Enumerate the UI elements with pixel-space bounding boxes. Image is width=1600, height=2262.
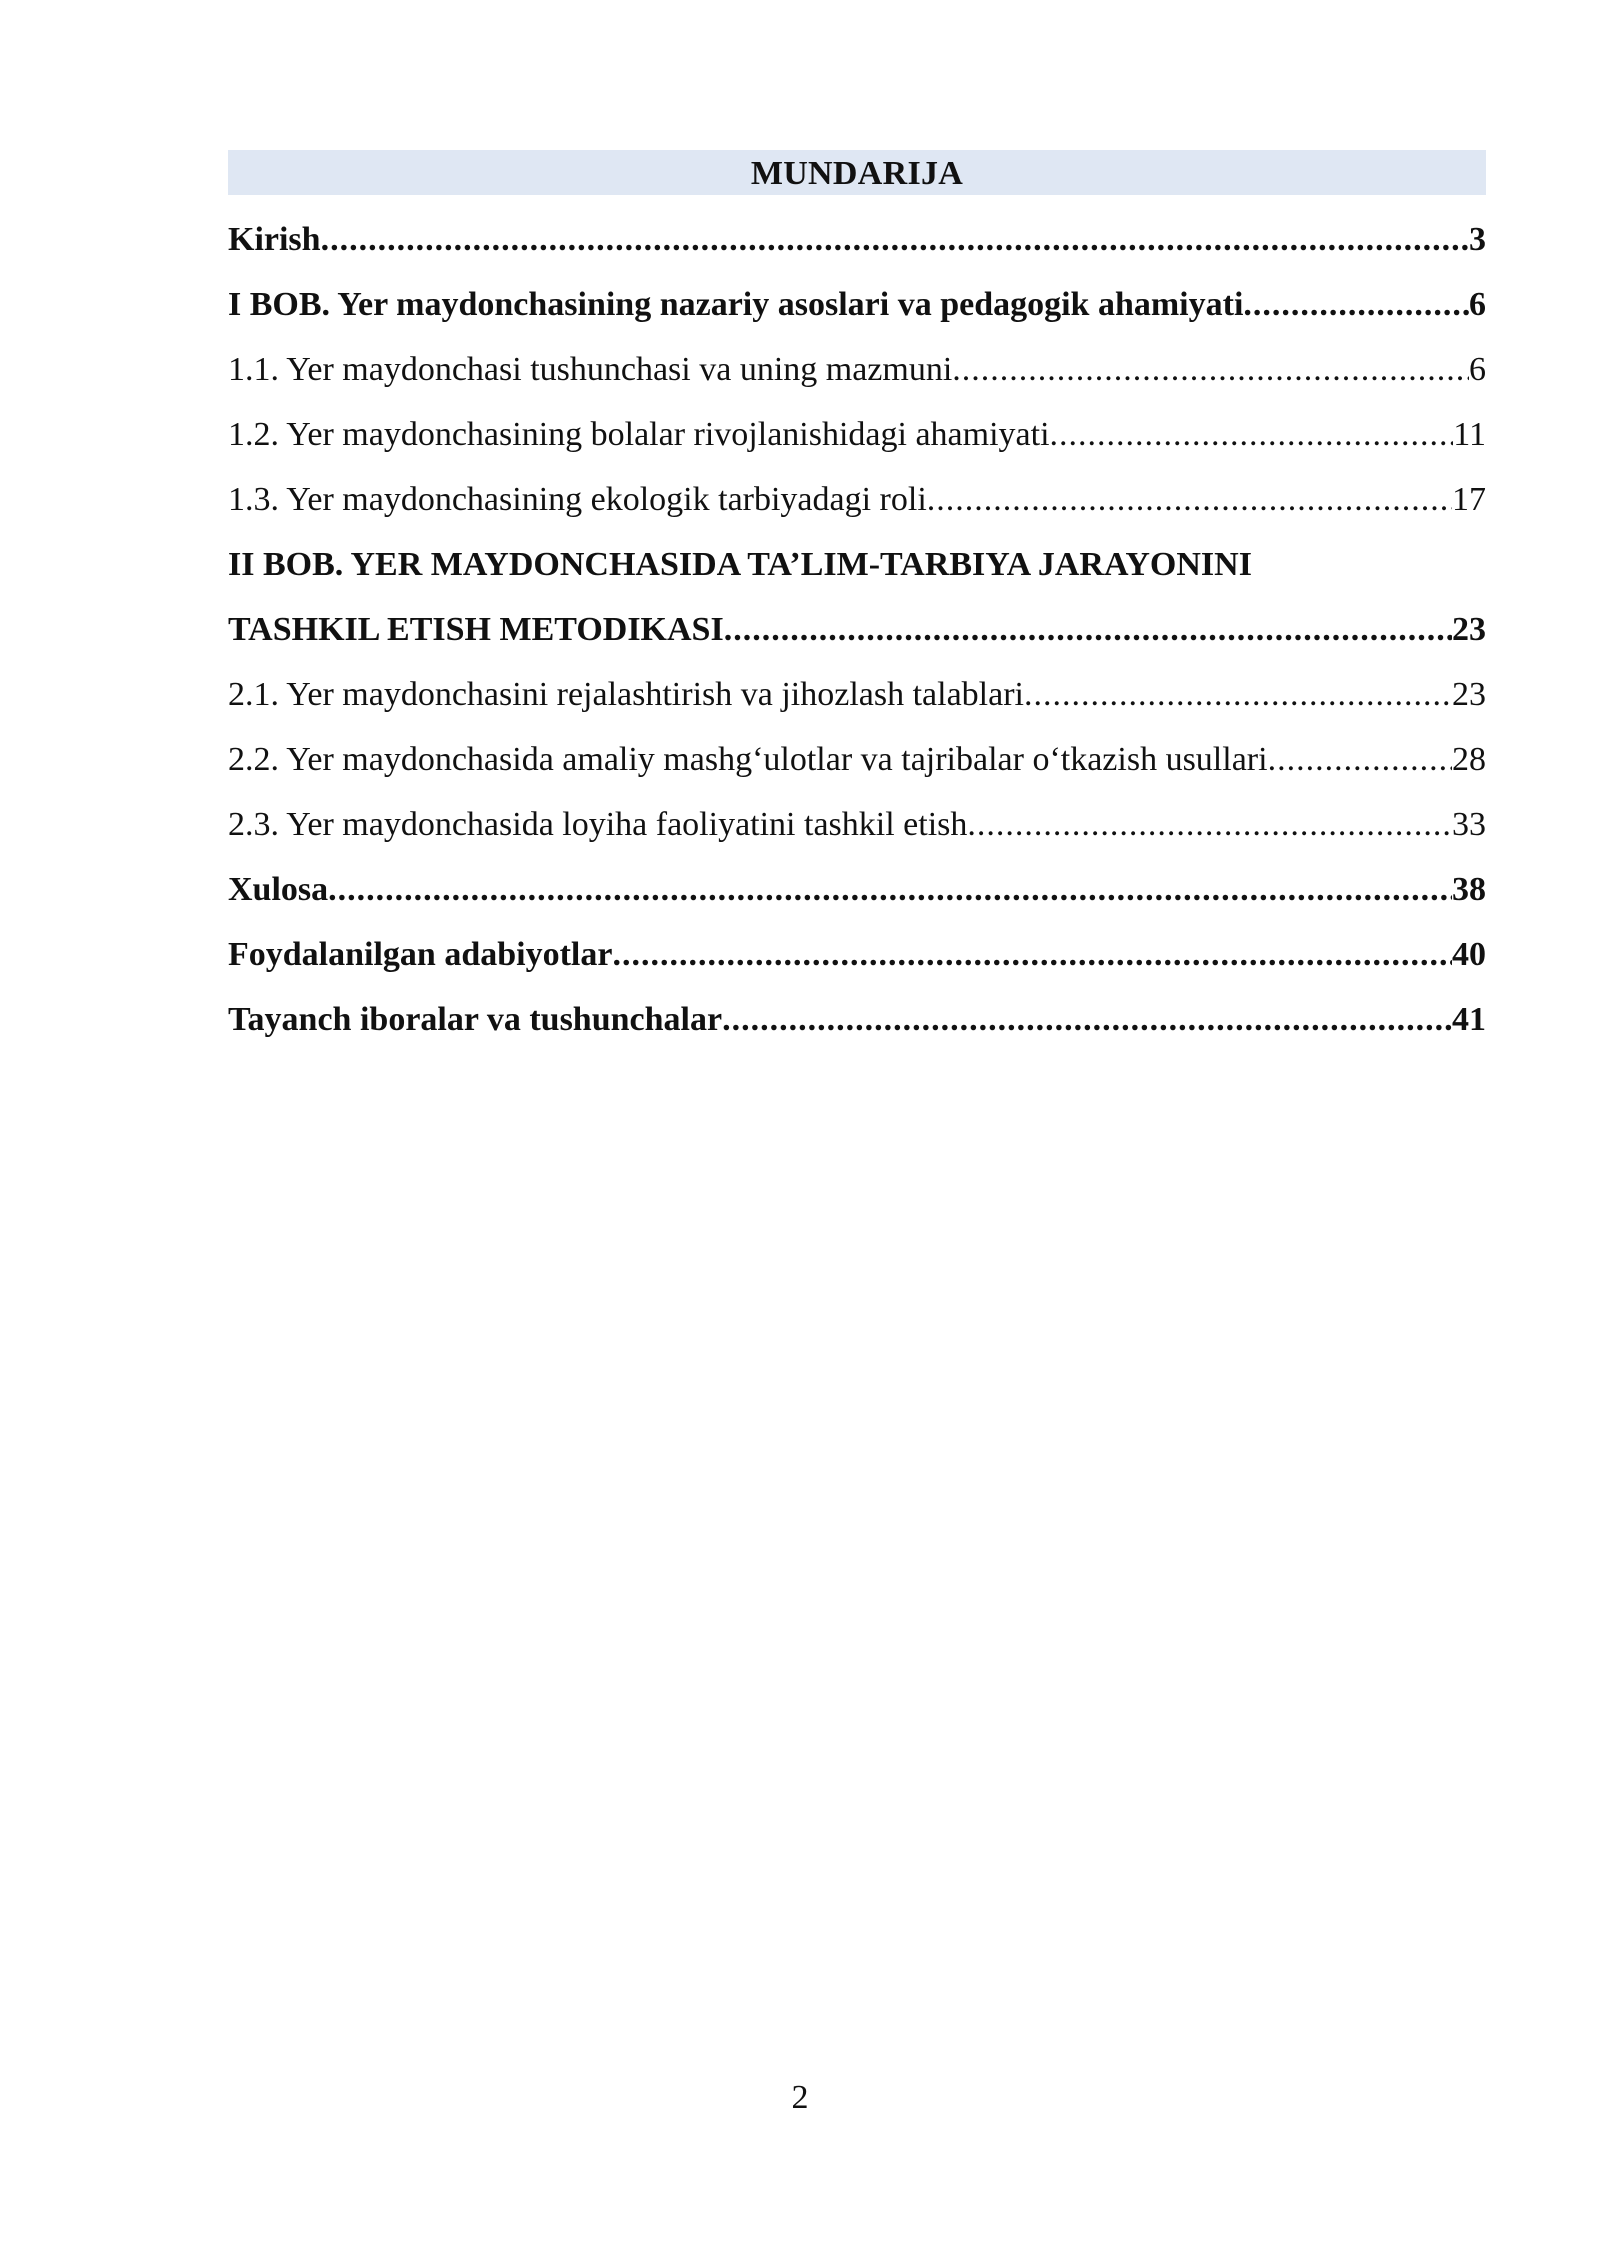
toc-leader-dots bbox=[1024, 662, 1452, 727]
toc-entry-page: 17 bbox=[1452, 481, 1486, 518]
toc-entry-2-3[interactable] bbox=[228, 792, 1486, 857]
toc-entry-page: 23 bbox=[1452, 676, 1486, 713]
toc-entry-label: TASHKIL ETISH METODIKASI bbox=[228, 611, 724, 648]
toc-entry-label: I BOB. Yer maydonchasining nazariy asoslari va pedagogik ahamiyati bbox=[228, 286, 1244, 323]
toc-entry-label: Xulosa bbox=[228, 871, 329, 908]
toc-entry-label: 1.2. Yer maydonchasining bolalar rivojlanishidagi ahamiyati bbox=[228, 416, 1050, 453]
toc-entry-label: 2.3. Yer maydonchasida loyiha faoliyatini tashkil etish bbox=[228, 806, 968, 843]
toc-entry-1-1[interactable] bbox=[228, 337, 1486, 402]
toc-leader-dots bbox=[724, 597, 1452, 662]
toc-entry-chapter-1[interactable] bbox=[228, 272, 1486, 337]
page-number: 2 bbox=[791, 2079, 809, 2116]
toc-entry-page: 11 bbox=[1453, 416, 1486, 453]
toc-leader-dots bbox=[1050, 402, 1454, 467]
toc-entry-1-2[interactable] bbox=[228, 402, 1486, 467]
toc-entry-page: 41 bbox=[1452, 1001, 1486, 1038]
toc-leader-dots bbox=[927, 467, 1452, 532]
toc-entry-2-2[interactable] bbox=[228, 727, 1486, 792]
toc-entry-page: 6 bbox=[1469, 351, 1486, 388]
toc-entry-page: 28 bbox=[1452, 741, 1486, 778]
toc-leader-dots bbox=[952, 337, 1469, 402]
toc-entry-kirish[interactable] bbox=[228, 207, 1486, 272]
toc-entry-label: Tayanch iboralar va tushunchalar bbox=[228, 1001, 723, 1038]
toc-entry-1-3[interactable] bbox=[228, 467, 1486, 532]
toc-entry-label: Kirish bbox=[228, 221, 321, 258]
toc-entry-page: 23 bbox=[1452, 611, 1486, 648]
toc-leader-dots bbox=[967, 792, 1452, 857]
table-of-contents bbox=[228, 207, 1486, 1052]
toc-entry-label: 2.1. Yer maydonchasini rejalashtirish va jihozlash talablari bbox=[228, 676, 1024, 713]
toc-entry-label: Foydalanilgan adabiyotlar bbox=[228, 936, 613, 973]
toc-leader-dots bbox=[321, 207, 1469, 272]
toc-entry-chapter-2-line1[interactable] bbox=[228, 532, 1486, 597]
toc-entry-page: 6 bbox=[1469, 286, 1486, 323]
toc-entry-page: 33 bbox=[1452, 806, 1486, 843]
toc-entry-label: 2.2. Yer maydonchasida amaliy mashg‘ulotlar va tajribalar o‘tkazish usullari bbox=[228, 741, 1268, 778]
toc-entry-label: 1.3. Yer maydonchasining ekologik tarbiyadagi roli bbox=[228, 481, 927, 518]
toc-entry-page: 40 bbox=[1452, 936, 1486, 973]
toc-entry-label: II BOB. YER MAYDONCHASIDA TA’LIM-TARBIYA JARAYONINI bbox=[228, 546, 1252, 583]
toc-entry-glossary[interactable] bbox=[228, 987, 1486, 1052]
toc-entry-page: 38 bbox=[1452, 871, 1486, 908]
toc-entry-chapter-2[interactable] bbox=[228, 597, 1486, 662]
toc-entry-2-1[interactable] bbox=[228, 662, 1486, 727]
toc-leader-dots bbox=[1268, 727, 1452, 792]
toc-entry-bibliography[interactable] bbox=[228, 922, 1486, 987]
toc-leader-dots bbox=[328, 857, 1452, 922]
toc-entry-xulosa[interactable] bbox=[228, 857, 1486, 922]
toc-leader-dots bbox=[612, 922, 1452, 987]
toc-entry-page: 3 bbox=[1469, 221, 1486, 258]
toc-leader-dots bbox=[1243, 272, 1469, 337]
toc-leader-dots bbox=[722, 987, 1452, 1052]
toc-title: MUNDARIJA bbox=[228, 150, 1486, 195]
toc-entry-label: 1.1. Yer maydonchasi tushunchasi va uning mazmuni bbox=[228, 351, 953, 388]
